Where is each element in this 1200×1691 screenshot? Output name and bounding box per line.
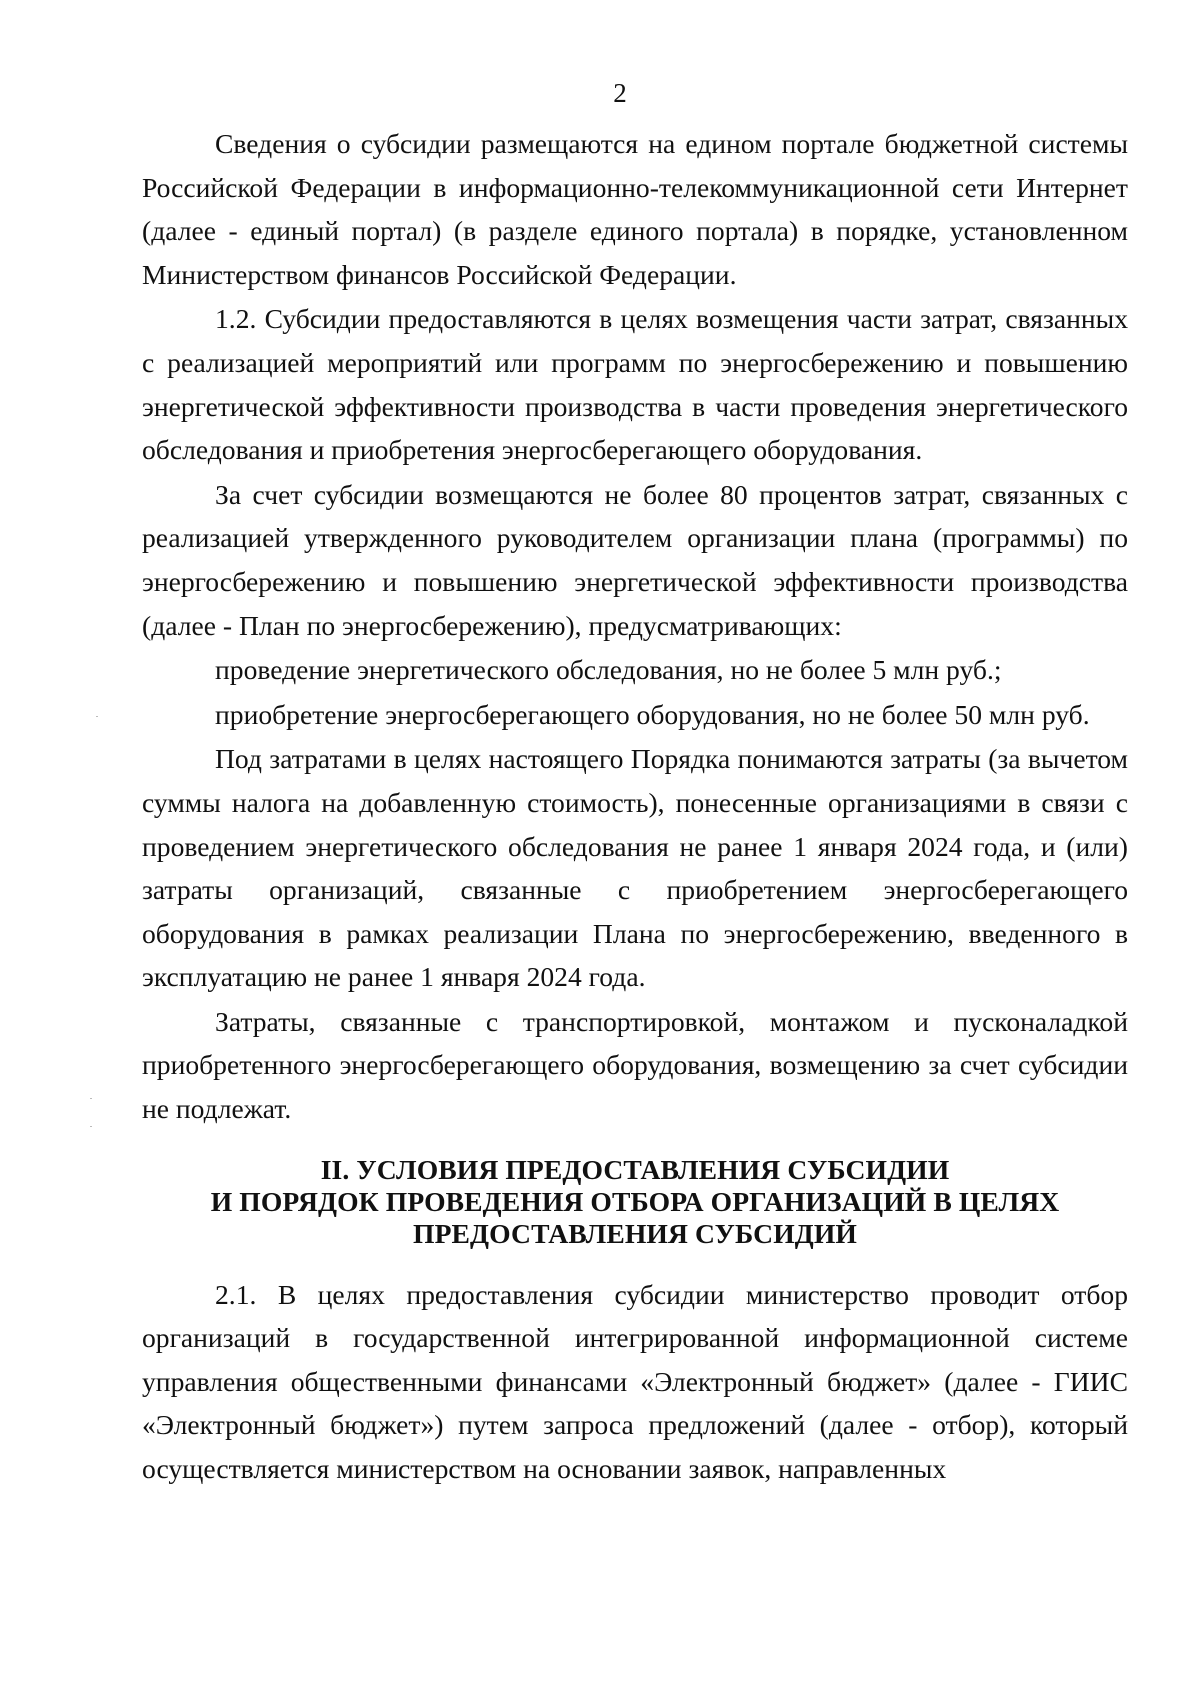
scan-speck <box>90 1098 92 1099</box>
paragraph-reimbursement-limit: За счет субсидии возмещаются не более 80 процентов затрат, связанных с реализацией утвержденного руководителем организации плана (программы) по энергосбережению и повышению энергетической эффективности производства (далее - План по энергосбережению), предусматривающих: <box>142 478 1128 641</box>
section-heading-line: ПРЕДОСТАВЛЕНИЯ СУБСИДИЙ <box>413 1217 857 1249</box>
paragraph-equipment-limit: приобретение энергосберегающего оборудования, но не более 50 млн руб. <box>215 698 1090 730</box>
paragraph-2-1-selection: 2.1. В целях предоставления субсидии министерство проводит отбор организаций в государственной интегрированной информационной системе управления общественными финансами «Электронный бюджет» (далее - ГИИС «Электронный бюджет») путем запроса предложений (далее - отбор), который осуществляется министерством на основании заявок, направленных <box>142 1278 1128 1485</box>
paragraph-1-2-purpose: 1.2. Субсидии предоставляются в целях возмещения части затрат, связанных с реализацией мероприятий или программ по энергосбережению и повышению энергетической эффективности производства в части проведения энергетического обследования и приобретения энергосберегающего оборудования. <box>142 303 1128 466</box>
document-body <box>142 122 1128 1491</box>
scan-speck <box>90 1126 92 1127</box>
paragraph-energy-audit-limit: проведение энергетического обследования, но не более 5 млн руб.; <box>215 654 1002 686</box>
paragraph-portal-info: Сведения о субсидии размещаются на едином портале бюджетной системы Российской Федерации в информационно-телекоммуникационной сети Интернет (далее - единый портал) (в разделе единого портала) в порядке, установленном Министерством финансов Российской Федерации. <box>142 128 1128 290</box>
paragraph-excluded-costs: Затраты, связанные с транспортировкой, монтажом и пусконаладкой приобретенного энергосберегающего оборудования, возмещению за счет субсидии не подлежат. <box>142 1005 1128 1125</box>
section-heading-line: II. УСЛОВИЯ ПРЕДОСТАВЛЕНИЯ СУБСИДИИ <box>320 1153 950 1185</box>
section-heading-line: И ПОРЯДОК ПРОВЕДЕНИЯ ОТБОРА ОРГАНИЗАЦИЙ В ЦЕЛЯХ <box>210 1185 1060 1217</box>
scan-speck <box>96 716 98 717</box>
page-number: 2 <box>613 78 627 108</box>
section-heading <box>142 1154 1128 1250</box>
paragraph-costs-definition: Под затратами в целях настоящего Порядка понимаются затраты (за вычетом суммы налога на добавленную стоимость), понесенные организациями в связи с проведением энергетического обследования не ранее 1 января 2024 года, и (или) затраты организаций, связанные с приобретением энергосберегающего оборудования в рамках реализации Плана по энергосбережению, введенного в эксплуатацию не ранее 1 января 2024 года. <box>142 743 1128 993</box>
